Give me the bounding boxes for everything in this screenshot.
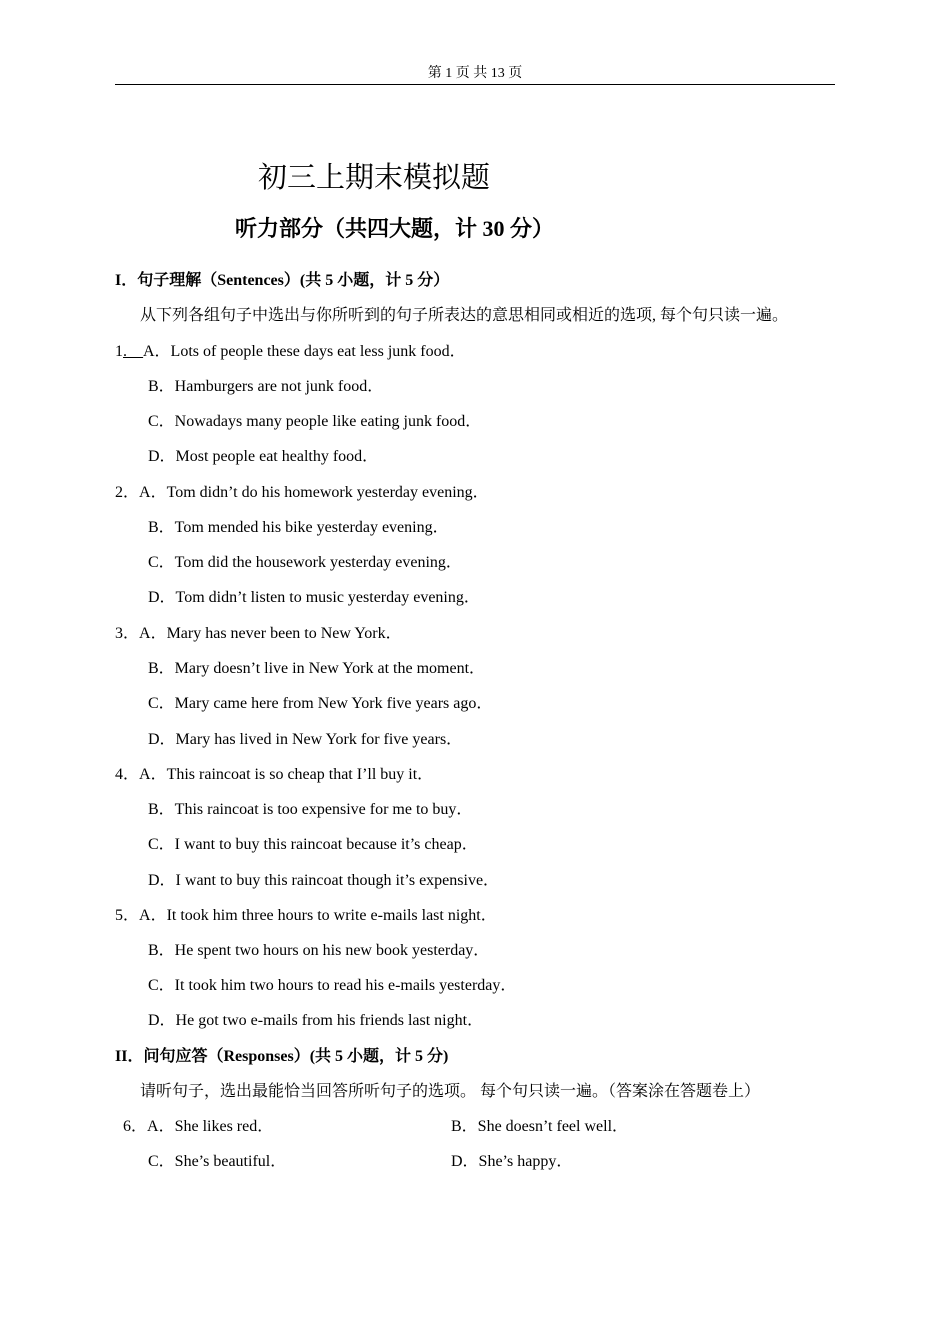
section-2-heading: II．问句应答（Responses）(共 5 小题，计 5 分) (115, 1048, 449, 1065)
option-a: A．This raincoat is so cheap that I’ll buy it． (139, 766, 434, 783)
question-1-line (115, 339, 466, 365)
question-number: 1 (115, 343, 123, 360)
question-number: 6． (123, 1118, 148, 1135)
question-4-option-d: D．I want to buy this raincoat though it’s expensive． (148, 872, 500, 889)
question-6-option-c: C．She’s beautiful． (148, 1153, 287, 1170)
question-number: 3． (115, 625, 140, 642)
answer-blank: .__ (123, 343, 143, 360)
question-6-option-b: B．She doesn’t feel well． (451, 1118, 629, 1135)
question-1-option-c: C．Nowadays many people like eating junk food． (148, 413, 482, 430)
question-3-line (115, 621, 402, 647)
question-number: 5． (115, 907, 140, 924)
question-6-option-d: D．She’s happy． (451, 1153, 573, 1170)
question-number: 2． (115, 484, 140, 501)
question-2-line (115, 480, 489, 506)
question-5-line (115, 903, 497, 929)
question-2-option-c: C．Tom did the housework yesterday evening． (148, 554, 462, 571)
question-number: 4． (115, 766, 140, 783)
option-a: A．Lots of people these days eat less junk food． (143, 343, 466, 360)
question-4-option-c: C．I want to buy this raincoat because it’s cheap． (148, 836, 478, 853)
question-6-line (123, 1114, 273, 1140)
header-divider (115, 84, 835, 85)
listening-section-title: 听力部分（共四大题，计 30 分） (235, 216, 555, 241)
question-3-option-c: C．Mary came here from New York five years ago． (148, 695, 493, 712)
page-header: 第 1 页 共 13 页 (427, 66, 523, 81)
question-4-option-b: B．This raincoat is too expensive for me to buy． (148, 801, 473, 818)
question-5-option-b: B．He spent two hours on his new book yesterday． (148, 942, 490, 959)
option-a: A．Tom didn’t do his homework yesterday evening． (139, 484, 489, 501)
question-1-option-d: D．Most people eat healthy food． (148, 448, 379, 465)
question-3-option-b: B．Mary doesn’t live in New York at the moment． (148, 660, 486, 677)
question-4-line (115, 762, 433, 788)
option-a: A．Mary has never been to New York． (139, 625, 402, 642)
section-1-instruction: 从下列各组句子中选出与你所听到的句子所表达的意思相同或相近的选项, 每个句只读一遍。 (140, 307, 789, 324)
section-1-heading: I．句子理解（Sentences）(共 5 小题，计 5 分） (115, 272, 450, 289)
question-2-option-b: B．Tom mended his bike yesterday evening． (148, 519, 449, 536)
question-5-option-c: C．It took him two hours to read his e-mails yesterday． (148, 977, 517, 994)
option-a: A．It took him three hours to write e-mails last night． (139, 907, 497, 924)
section-2-instruction: 请听句子，选出最能恰当回答所听句子的选项。 每个句只读一遍。（答案涂在答题卷上） (140, 1083, 761, 1100)
option-a: A．She likes red． (147, 1118, 274, 1135)
question-1-option-b: B．Hamburgers are not junk food． (148, 378, 384, 395)
document-title: 初三上期末模拟题 (258, 162, 491, 194)
question-3-option-d: D．Mary has lived in New York for five years． (148, 731, 463, 748)
question-2-option-d: D．Tom didn’t listen to music yesterday evening． (148, 589, 480, 606)
question-5-option-d: D．He got two e-mails from his friends last night． (148, 1012, 484, 1029)
